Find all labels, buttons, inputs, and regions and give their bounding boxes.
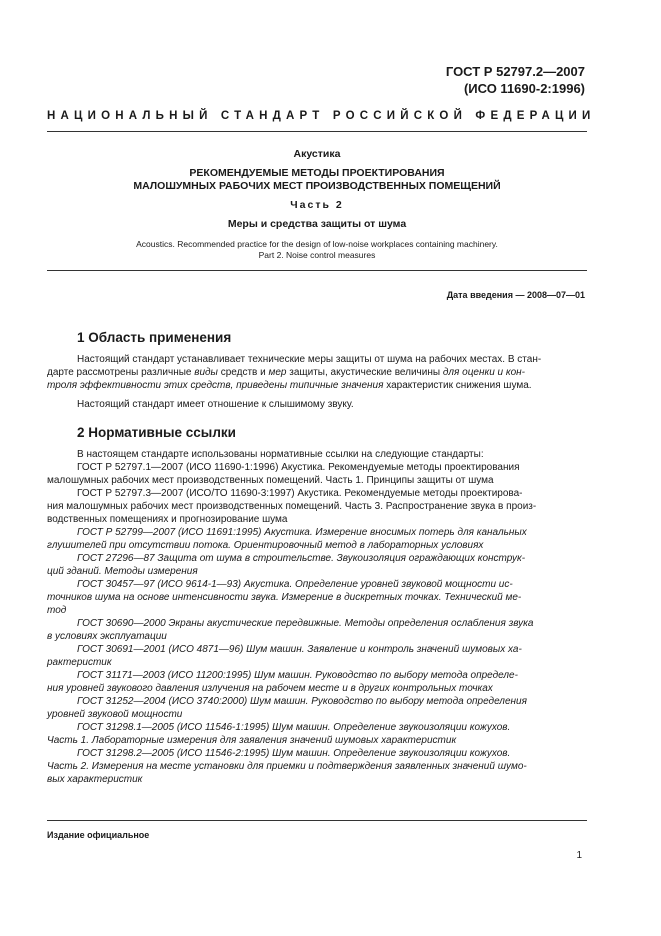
english-title-line1: Acoustics. Recommended practice for the design of low-noise workplaces containing machinery. bbox=[136, 239, 498, 249]
reference-line: ГОСТ 30457—97 (ИСО 9614-1—93) Акустика. Определение уровней звуковой мощности ис- bbox=[77, 579, 513, 590]
reference-line: ГОСТ 30691—2001 (ИСО 4871—96) Шум машин. Заявление и контроль значений шумовых ха- bbox=[77, 644, 522, 655]
section-1-paragraph-2: Настоящий стандарт имеет отношение к слышимому звуку. bbox=[77, 399, 354, 410]
official-edition-note: Издание официальное bbox=[47, 830, 150, 840]
reference-line: ГОСТ 27296—87 Защита от шума в строительстве. Звукоизоляция ограждающих конструк- bbox=[77, 553, 526, 564]
reference-line: ГОСТ 31298.1—2005 (ИСО 11546-1:1995) Шум машин. Определение звукоизоляции кожухов. bbox=[77, 722, 511, 733]
english-title-line2: Part 2. Noise control measures bbox=[258, 250, 376, 260]
reference-line: Часть 2. Измерения на месте установки для приемки и подтверждения заявленных значений шумо- bbox=[47, 761, 527, 772]
part-title: Меры и средства защиты от шума bbox=[227, 218, 407, 230]
document-title-line2: МАЛОШУМНЫХ РАБОЧИХ МЕСТ ПРОИЗВОДСТВЕННЫХ ПОМЕЩЕНИЙ bbox=[133, 180, 501, 192]
reference-line: Часть 1. Лабораторные измерения для заявления значений шумовых характеристик bbox=[47, 735, 457, 746]
reference-line: малошумных рабочих мест производственных помещений. Часть 1. Принципы защиты от шума bbox=[47, 475, 494, 486]
reference-line: ГОСТ Р 52797.3—2007 (ИСО/ТО 11690-3:1997) Акустика. Рекомендуемые методы проектирова- bbox=[77, 488, 523, 499]
reference-line: ГОСТ 30690—2000 Экраны акустические передвижные. Методы определения ослабления звука bbox=[77, 618, 534, 629]
reference-line: уровней звуковой мощности bbox=[47, 709, 183, 720]
document-subject: Акустика bbox=[293, 148, 341, 160]
reference-line: в условиях эксплуатации bbox=[47, 631, 167, 642]
header-rule bbox=[47, 131, 587, 132]
reference-line: водственных помещениях и прогнозирование шума bbox=[47, 514, 288, 525]
reference-line: ГОСТ 31298.2—2005 (ИСО 11546-2:1995) Шум машин. Определение звукоизоляции кожухов. bbox=[77, 748, 511, 759]
national-standard-banner: НАЦИОНАЛЬНЫЙ СТАНДАРТ РОССИЙСКОЙ ФЕДЕРАЦИИ bbox=[47, 110, 596, 122]
section-1-paragraph-1: Настоящий стандарт устанавливает технические меры защиты от шума на рабочих местах. В стан- дарте рассмотрены различные виды средств и мер защиты, акустические величины для оценки и кон- троля эффективности этих средств, приведены типичные значения характеристик снижения шума. bbox=[47, 354, 542, 391]
standard-code: ГОСТ Р 52797.2—2007 bbox=[445, 64, 585, 79]
reference-line: точников шума на основе интенсивности звука. Измерение в дискретных точках. Технический ме- bbox=[47, 592, 522, 603]
reference-line: глушителей при отсутствии потока. Ориентировочный метод в лабораторных условиях bbox=[47, 540, 484, 551]
footer-rule bbox=[47, 820, 587, 821]
introduction-date: Дата введения — 2008—07—01 bbox=[446, 290, 585, 300]
reference-line: ГОСТ Р 52799—2007 (ИСО 11691:1995) Акустика. Измерение вносимых потерь для канальных bbox=[77, 527, 527, 538]
section-1-heading: 1 Область применения bbox=[77, 330, 232, 345]
reference-line: ГОСТ Р 52797.1—2007 (ИСО 11690-1:1996) Акустика. Рекомендуемые методы проектирования bbox=[77, 462, 520, 473]
references-intro: В настоящем стандарте использованы нормативные ссылки на следующие стандарты: bbox=[77, 449, 484, 460]
part-number: Часть 2 bbox=[290, 199, 344, 211]
reference-line: ГОСТ 31252—2004 (ИСО 3740:2000) Шум машин. Руководство по выбору метода определения bbox=[77, 696, 527, 707]
reference-line: рактеристик bbox=[47, 657, 112, 668]
reference-line: ния уровней звукового давления излучения на рабочем месте и в других контрольных точках bbox=[47, 683, 493, 694]
iso-code: (ИСО 11690-2:1996) bbox=[463, 81, 585, 96]
section-2-body bbox=[47, 448, 587, 786]
reference-line: ния малошумных рабочих мест производственных помещений. Часть 3. Распространение звука в произ- bbox=[47, 501, 537, 512]
title-rule bbox=[47, 270, 587, 271]
reference-line: ГОСТ 31171—2003 (ИСО 11200:1995) Шум машин. Руководство по выбору метода определе- bbox=[77, 670, 518, 681]
reference-line: ций зданий. Методы измерения bbox=[47, 566, 198, 577]
section-2-heading: 2 Нормативные ссылки bbox=[77, 425, 236, 440]
document-title-line1: РЕКОМЕНДУЕМЫЕ МЕТОДЫ ПРОЕКТИРОВАНИЯ bbox=[189, 167, 445, 179]
page-number: 1 bbox=[576, 850, 582, 861]
reference-line: вых характеристик bbox=[47, 774, 143, 785]
reference-line: тод bbox=[47, 605, 67, 616]
